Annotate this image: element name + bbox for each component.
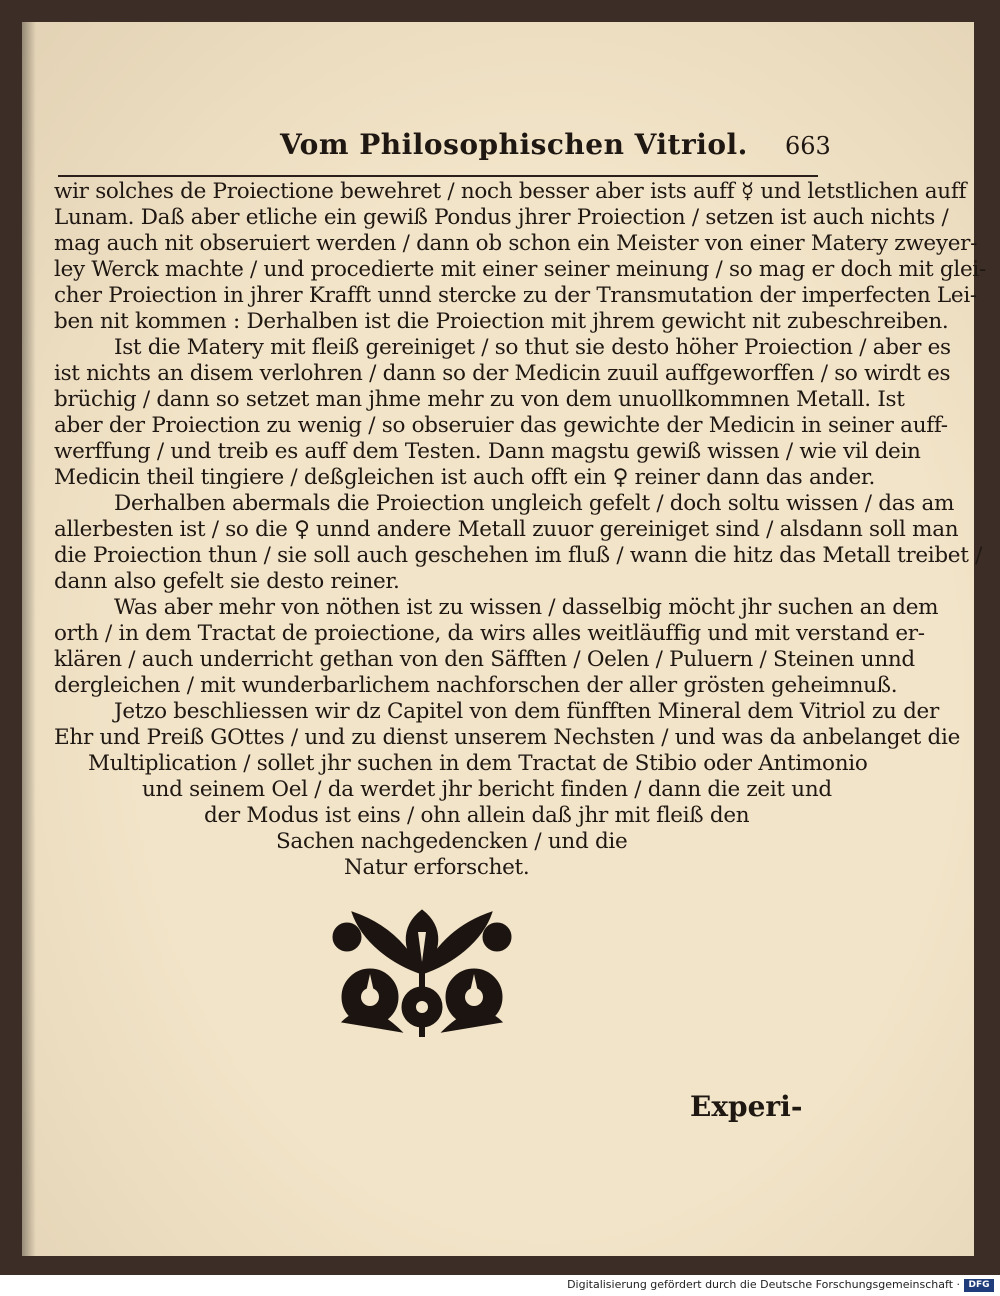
- text-line: mag auch nit obseruiert werden / dann ob schon ein Meister von einer Matery zweyer-: [54, 231, 978, 256]
- text-line: allerbesten ist / so die ♀ unnd andere Metall zuuor gereiniget sind / alsdann soll man: [54, 517, 959, 542]
- text-line: Ehr und Preiß GOttes / und zu dienst unserem Nechsten / und was da anbelanget die: [54, 725, 961, 750]
- text-line: Natur erforschet.: [344, 855, 530, 880]
- text-line: klären / auch underricht gethan von den Säfften / Oelen / Puluern / Steinen unnd: [54, 647, 915, 672]
- text-line: brüchig / dann so setzet man jhme mehr zu von dem unuollkommnen Metall. Ist: [54, 387, 905, 412]
- catchword: Experi-: [690, 1090, 803, 1123]
- text-line: und seinem Oel / da werdet jhr bericht finden / dann die zeit und: [142, 777, 832, 802]
- header-rule: [58, 175, 818, 177]
- text-line: werffung / und treib es auff dem Testen. Dann magstu gewiß wissen / wie vil dein: [54, 439, 921, 464]
- dfg-logo: DFG: [964, 1279, 994, 1292]
- text-line: die Proiection thun / sie soll auch geschehen im fluß / wann die hitz das Metall treibet /: [54, 543, 983, 568]
- text-line: Lunam. Daß aber etliche ein gewiß Pondus jhrer Proiection / setzen ist auch nichts /: [54, 205, 949, 230]
- text-line: ist nichts an disem verlohren / dann so der Medicin zuuil auffgeworffen / so wirdt es: [54, 361, 951, 386]
- text-line: Derhalben abermals die Proiection ungleich gefelt / doch soltu wissen / das am: [114, 491, 955, 516]
- text-line: Jetzo beschliessen wir dz Capitel von dem fünfften Mineral dem Vitriol zu der: [114, 699, 939, 724]
- book-page: [22, 22, 986, 1256]
- text-line: der Modus ist eins / ohn allein daß jhr mit fleiß den: [204, 803, 750, 828]
- page-header: [58, 122, 831, 172]
- page-gutter-shadow: [22, 22, 36, 1256]
- text-line: ben nit kommen : Derhalben ist die Proiection mit jhrem gewicht nit zubeschreiben.: [54, 309, 949, 334]
- page-number: 663: [785, 132, 831, 160]
- text-line: wir solches de Proiectione bewehret / noch besser aber ists auff ☿ und letstlichen auff: [54, 179, 967, 204]
- text-line: Medicin theil tingiere / deßgleichen ist auch offt ein ♀ reiner dann das ander.: [54, 465, 876, 490]
- text-line: ley Werck machte / und procedierte mit einer seiner meinung / so mag er doch mit glei-: [54, 257, 986, 282]
- text-line: dergleichen / mit wunderbarlichem nachforschen der aller grösten geheimnuß.: [54, 673, 898, 698]
- footer-text: Digitalisierung gefördert durch die Deutsche Forschungsgemeinschaft ·: [567, 1278, 960, 1291]
- text-line: aber der Proiection zu wenig / so obseruier das gewichte der Medicin in seiner auff-: [54, 413, 948, 438]
- text-line: dann also gefelt sie desto reiner.: [54, 569, 400, 594]
- text-line: orth / in dem Tractat de proiectione, da wirs alles weitläuffig und mit verstand er-: [54, 621, 925, 646]
- footer-bar: [0, 1276, 1000, 1296]
- running-title: Vom Philosophischen Vitriol.: [280, 128, 748, 161]
- text-line: cher Proiection in jhrer Krafft unnd stercke zu der Transmutation der imperfecten Lei-: [54, 283, 977, 308]
- text-line: Multiplication / sollet jhr suchen in dem Tractat de Stibio oder Antimonio: [88, 751, 868, 776]
- text-line: Sachen nachgedencken / und die: [276, 829, 628, 854]
- text-line: Ist die Matery mit fleiß gereiniget / so thut sie desto höher Proiection / aber es: [114, 335, 951, 360]
- floral-ornament: [322, 902, 522, 1042]
- text-line: Was aber mehr von nöthen ist zu wissen / dasselbig möcht jhr suchen an dem: [114, 595, 939, 620]
